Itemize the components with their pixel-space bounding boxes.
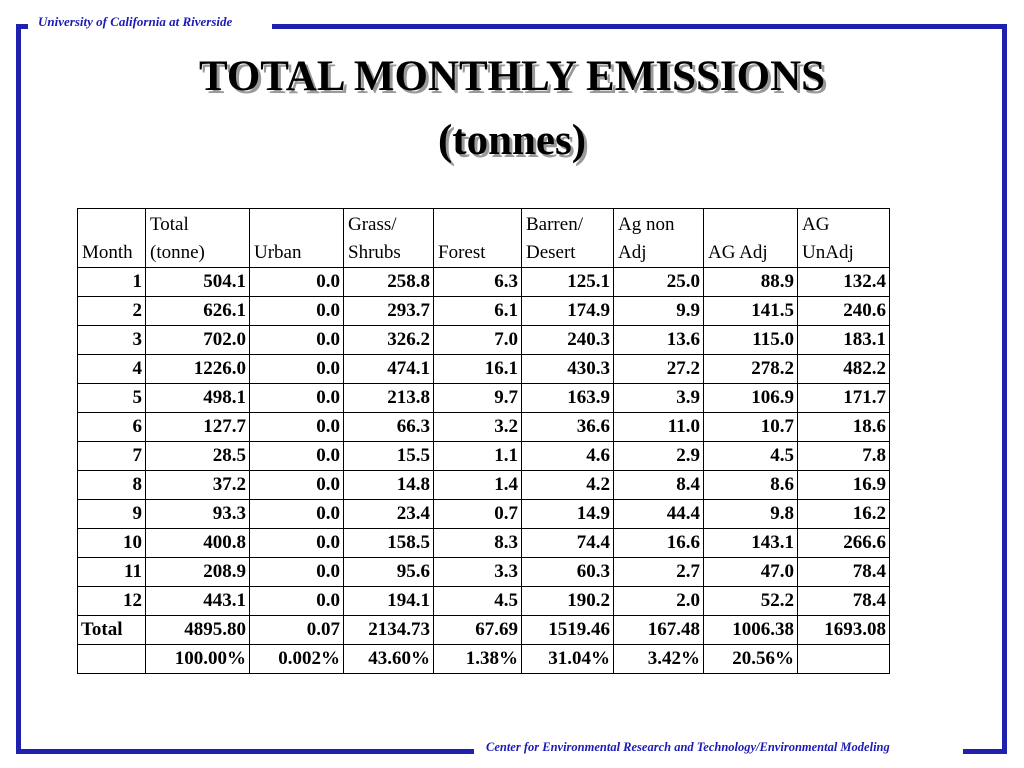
- table-cell: 7: [78, 442, 146, 471]
- frame-bottom-left-segment: [16, 749, 474, 754]
- frame-bottom-right-segment: [963, 749, 1007, 754]
- column-header-text: Urban: [254, 242, 302, 263]
- table-cell: 12: [78, 587, 146, 616]
- table-cell: 8: [78, 471, 146, 500]
- table-cell: 9.9: [614, 297, 704, 326]
- table-row: [78, 558, 890, 587]
- table-cell: 0.0: [250, 500, 344, 529]
- table-cell: 3.42%: [614, 645, 704, 674]
- table-cell: 0.7: [434, 500, 522, 529]
- column-header: [798, 209, 890, 268]
- table-cell: 240.3: [522, 326, 614, 355]
- table-cell: 5: [78, 384, 146, 413]
- table-cell: 13.6: [614, 326, 704, 355]
- table-cell: 4895.80: [146, 616, 250, 645]
- table-cell: 9.8: [704, 500, 798, 529]
- table-cell: 6.1: [434, 297, 522, 326]
- table-cell: 1226.0: [146, 355, 250, 384]
- table-cell: 44.4: [614, 500, 704, 529]
- table-cell: 2134.73: [344, 616, 434, 645]
- table-cell: 8.4: [614, 471, 704, 500]
- column-header-text: Forest: [438, 242, 486, 263]
- table-cell: 430.3: [522, 355, 614, 384]
- column-header-text: (tonne): [150, 242, 205, 263]
- table-cell: 258.8: [344, 268, 434, 297]
- table-cell: 702.0: [146, 326, 250, 355]
- table-cell: 10: [78, 529, 146, 558]
- table-cell: 0.0: [250, 558, 344, 587]
- table-cell: 0.0: [250, 442, 344, 471]
- table-cell: 158.5: [344, 529, 434, 558]
- table-cell: 16.9: [798, 471, 890, 500]
- table-cell: 9.7: [434, 384, 522, 413]
- table-cell: 78.4: [798, 587, 890, 616]
- table-cell: 9: [78, 500, 146, 529]
- table-cell: 0.0: [250, 529, 344, 558]
- column-header: [522, 209, 614, 268]
- table-cell: 52.2: [704, 587, 798, 616]
- column-header-text: Ag non: [618, 214, 675, 235]
- table-cell: 18.6: [798, 413, 890, 442]
- table-cell: 443.1: [146, 587, 250, 616]
- table-cell: 20.56%: [704, 645, 798, 674]
- slide-subtitle-units: (tonnes): [437, 117, 587, 164]
- table-cell: 11: [78, 558, 146, 587]
- column-header-text: Month: [82, 242, 133, 263]
- column-header: [250, 209, 344, 268]
- table-cell: 2.7: [614, 558, 704, 587]
- table-cell: 95.6: [344, 558, 434, 587]
- column-header-text: Total: [150, 214, 189, 235]
- table-cell: 0.0: [250, 355, 344, 384]
- table-row: [78, 355, 890, 384]
- table-cell: 47.0: [704, 558, 798, 587]
- table-cell: 190.2: [522, 587, 614, 616]
- table-cell: 1.38%: [434, 645, 522, 674]
- table-row: [78, 500, 890, 529]
- table-cell: 14.9: [522, 500, 614, 529]
- table-cell: 171.7: [798, 384, 890, 413]
- table-cell: 4.2: [522, 471, 614, 500]
- column-header: [704, 209, 798, 268]
- table-cell: 0.0: [250, 587, 344, 616]
- footer-center-name: Center for Environmental Research and Technology/Environmental Modeling: [486, 740, 890, 754]
- table-cell: 125.1: [522, 268, 614, 297]
- table-cell: 11.0: [614, 413, 704, 442]
- table-cell: 3.2: [434, 413, 522, 442]
- table-cell: 326.2: [344, 326, 434, 355]
- table-cell: 278.2: [704, 355, 798, 384]
- table-cell: 626.1: [146, 297, 250, 326]
- table-cell: 0.0: [250, 471, 344, 500]
- table-cell: 0.0: [250, 268, 344, 297]
- column-header: [146, 209, 250, 268]
- table-cell: 6.3: [434, 268, 522, 297]
- table-cell: 8.3: [434, 529, 522, 558]
- table-cell: 194.1: [344, 587, 434, 616]
- table-cell: 7.0: [434, 326, 522, 355]
- table-row: [78, 297, 890, 326]
- table-cell: [798, 645, 890, 674]
- table-cell: 43.60%: [344, 645, 434, 674]
- percent-row: [78, 645, 890, 674]
- table-cell: 0.0: [250, 384, 344, 413]
- table-cell: 400.8: [146, 529, 250, 558]
- table-cell: 141.5: [704, 297, 798, 326]
- table-cell: 15.5: [344, 442, 434, 471]
- column-header-text: Shrubs: [348, 242, 401, 263]
- table-body: [78, 268, 890, 674]
- table-cell: 1693.08: [798, 616, 890, 645]
- table-cell: 498.1: [146, 384, 250, 413]
- table-cell: 208.9: [146, 558, 250, 587]
- column-header: [78, 209, 146, 268]
- column-header-text: AG Adj: [708, 242, 768, 263]
- table-cell: 78.4: [798, 558, 890, 587]
- table-cell: 4.5: [434, 587, 522, 616]
- table-cell: 16.2: [798, 500, 890, 529]
- table-cell: 1.4: [434, 471, 522, 500]
- table-cell: 1519.46: [522, 616, 614, 645]
- table-cell: 293.7: [344, 297, 434, 326]
- column-header-text: Grass/: [348, 214, 397, 235]
- table-cell: 2: [78, 297, 146, 326]
- table-cell: 7.8: [798, 442, 890, 471]
- table-cell: 482.2: [798, 355, 890, 384]
- column-header: [344, 209, 434, 268]
- column-header-text: Desert: [526, 242, 576, 263]
- table-cell: 0.07: [250, 616, 344, 645]
- table-cell: 6: [78, 413, 146, 442]
- column-header-text: Barren/: [526, 214, 583, 235]
- table-cell: 1: [78, 268, 146, 297]
- table-cell: 3.3: [434, 558, 522, 587]
- column-header-text: Adj: [618, 242, 647, 263]
- table-cell: 88.9: [704, 268, 798, 297]
- table-cell: 93.3: [146, 500, 250, 529]
- table-cell: 167.48: [614, 616, 704, 645]
- table-row: [78, 529, 890, 558]
- table-cell: 67.69: [434, 616, 522, 645]
- table-cell: 106.9: [704, 384, 798, 413]
- table-row: [78, 471, 890, 500]
- table-cell: 16.1: [434, 355, 522, 384]
- table-row: [78, 442, 890, 471]
- table-row: [78, 384, 890, 413]
- table-cell: 31.04%: [522, 645, 614, 674]
- table-cell: 14.8: [344, 471, 434, 500]
- table-cell: 23.4: [344, 500, 434, 529]
- table-cell: 4: [78, 355, 146, 384]
- table-cell: 0.0: [250, 413, 344, 442]
- table-cell: 504.1: [146, 268, 250, 297]
- total-row: [78, 616, 890, 645]
- table-cell: 115.0: [704, 326, 798, 355]
- table-cell: Total: [78, 616, 146, 645]
- table-cell: 60.3: [522, 558, 614, 587]
- table-cell: 240.6: [798, 297, 890, 326]
- table-cell: 100.00%: [146, 645, 250, 674]
- table-cell: 0.0: [250, 297, 344, 326]
- column-header: [614, 209, 704, 268]
- table-row: [78, 326, 890, 355]
- table-cell: 1.1: [434, 442, 522, 471]
- table-cell: 3.9: [614, 384, 704, 413]
- table-cell: 143.1: [704, 529, 798, 558]
- table-cell: 10.7: [704, 413, 798, 442]
- table-cell: 474.1: [344, 355, 434, 384]
- table-cell: 3: [78, 326, 146, 355]
- table-header-row: [78, 209, 890, 268]
- frame-top-left-segment: [16, 24, 28, 29]
- column-header-text: AG: [802, 214, 830, 235]
- emissions-table: [77, 208, 890, 674]
- table-row: [78, 268, 890, 297]
- table-cell: 174.9: [522, 297, 614, 326]
- table-cell: 0.0: [250, 326, 344, 355]
- table-cell: 1006.38: [704, 616, 798, 645]
- university-header: University of California at Riverside: [38, 14, 233, 29]
- column-header-text: UnAdj: [802, 242, 854, 263]
- table-cell: 28.5: [146, 442, 250, 471]
- table-cell: 74.4: [522, 529, 614, 558]
- table-cell: 37.2: [146, 471, 250, 500]
- column-header: [434, 209, 522, 268]
- table-cell: 4.5: [704, 442, 798, 471]
- table-cell: 8.6: [704, 471, 798, 500]
- frame-top-right-segment: [272, 24, 1007, 29]
- table-cell: 163.9: [522, 384, 614, 413]
- table-cell: 127.7: [146, 413, 250, 442]
- table-cell: 2.9: [614, 442, 704, 471]
- table-cell: 4.6: [522, 442, 614, 471]
- table-cell: 213.8: [344, 384, 434, 413]
- table-cell: 183.1: [798, 326, 890, 355]
- table-row: [78, 587, 890, 616]
- table-cell: 266.6: [798, 529, 890, 558]
- table-cell: 66.3: [344, 413, 434, 442]
- slide-title: TOTAL MONTHLY EMISSIONS: [198, 53, 826, 100]
- table-cell: 36.6: [522, 413, 614, 442]
- table-cell: 16.6: [614, 529, 704, 558]
- table-cell: 0.002%: [250, 645, 344, 674]
- table-cell: 25.0: [614, 268, 704, 297]
- table-cell: 2.0: [614, 587, 704, 616]
- table-cell: [78, 645, 146, 674]
- table-cell: 27.2: [614, 355, 704, 384]
- table-cell: 132.4: [798, 268, 890, 297]
- table-row: [78, 413, 890, 442]
